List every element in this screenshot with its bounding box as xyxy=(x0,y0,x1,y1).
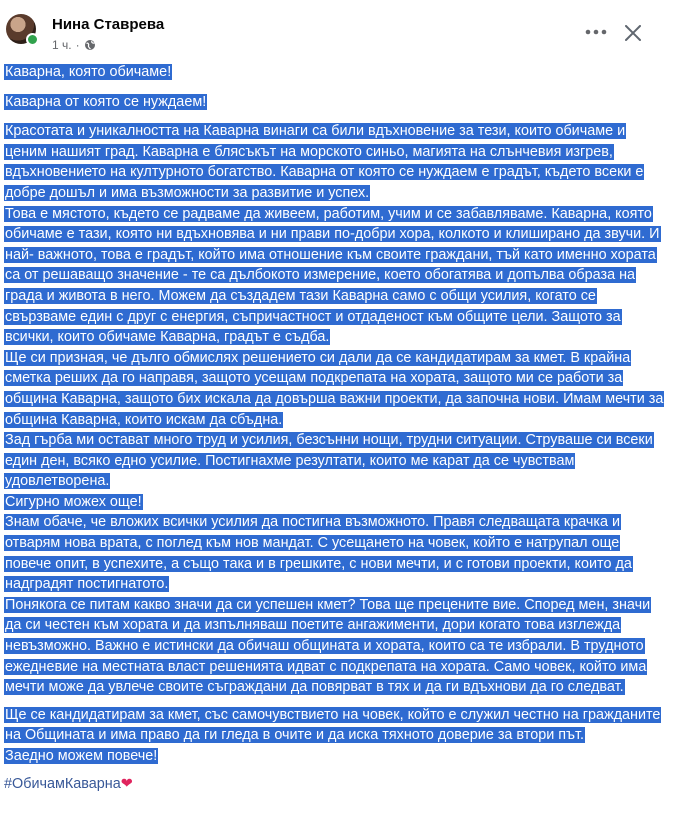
hashtag-link[interactable]: #ОбичамКаварна xyxy=(4,775,121,792)
hashtag-line xyxy=(4,774,666,795)
more-options-icon[interactable] xyxy=(581,23,611,41)
post-paragraph-main: Красотата и уникалността на Каварна винаги са били вдъхновение за тези, които обичаме и ценим нашият град. Каварна е блясъкът на морското синьо, магията на слънчевия изгрев, вдъхновението на културното богатство. Каварна от която се нуждаем е градът, където всеки е добре дошъл и има възможности за развитие и успех. Това е мястото, където се радваме да живеем, работим, учим и се забавляваме. Каварна, която обичаме е тази, която ни вдъхновява и ни прави по-добри хора, колкото и клиширано да звучи. И най- важното, това е градът, който има отношение към своите граждани, тъй като именно хората са от решаващо значение - те са дълбокото измерение, което обогатява и допълва образа на града и живота в него. Можем да създадем тази Каварна само с общи усилия, когато се свързваме един с друг с енергия, съпричастност и отдаденост към общите цели. Защото за всички, които обичаме Каварна, градът е съдба. Ще си призная, че дълго обмислях решението си дали да се кандидатирам за кмет. В крайна сметка реших да го направя, защото усещам подкрепата на хората, защото ми се работи за община Каварна, защото бих искала да довърша важни проекти, да започна нови. Имам мечти за община Каварна, които искам да сбъдна. Зад гърба ми остават много труд и усилия, безсънни нощи, трудни ситуации. Струваше си всеки един ден, всяко едно усилие. Постигнахме резултати, които ме карат да се чувствам удовлетворена. Сигурно можех още! Знам обаче, че вложих всички усилия да постигна възможното. Правя следващата крачка и отварям нова врата, с поглед към нов мандат. С усещането на човек, който е натрупал още повече опит, в успехите, а също така и в грешките, с нови мечти, и с готови проекти, които да надградят постигнатото. Понякога се питам какво значи да си успешен кмет? Това ще прецените вие. Според мен, значи да си честен към хората и да изпълняваш поетите ангажименти, дори когато това изглежда невъзможно. Важно е истински да обичаш общината и хората, които са те избрали. В трудното ежедневие на местната власт решенията идват с подкрепата на хората. Само човек, който има мечти може да увлече своите съграждани да повярват в тях и да ги вдъхнови да го следват. xyxy=(5,123,664,696)
post-paragraph-headline-1: Каварна, която обичаме! xyxy=(5,64,172,80)
close-icon[interactable] xyxy=(622,22,644,44)
post-header xyxy=(0,0,673,62)
globe-icon xyxy=(84,39,96,51)
avatar[interactable] xyxy=(6,14,36,44)
post-timestamp[interactable]: 1 ч. xyxy=(52,38,72,52)
post-paragraph-closing: Ще се кандидатирам за кмет, със самочувствието на човек, който е служил честно на гражданите на Общината и има право да ги гледа в очите и да иска тяхното доверие за втори път. Заедно можем повече! xyxy=(5,706,661,764)
online-status-dot xyxy=(26,33,39,46)
heart-icon: ❤ xyxy=(120,775,133,792)
post-body xyxy=(4,62,666,794)
meta-separator: · xyxy=(75,38,80,52)
post-paragraph-headline-2: Каварна от която се нуждаем! xyxy=(5,93,207,110)
post-meta xyxy=(52,38,96,52)
author-name[interactable]: Нина Ставрева xyxy=(52,16,165,33)
